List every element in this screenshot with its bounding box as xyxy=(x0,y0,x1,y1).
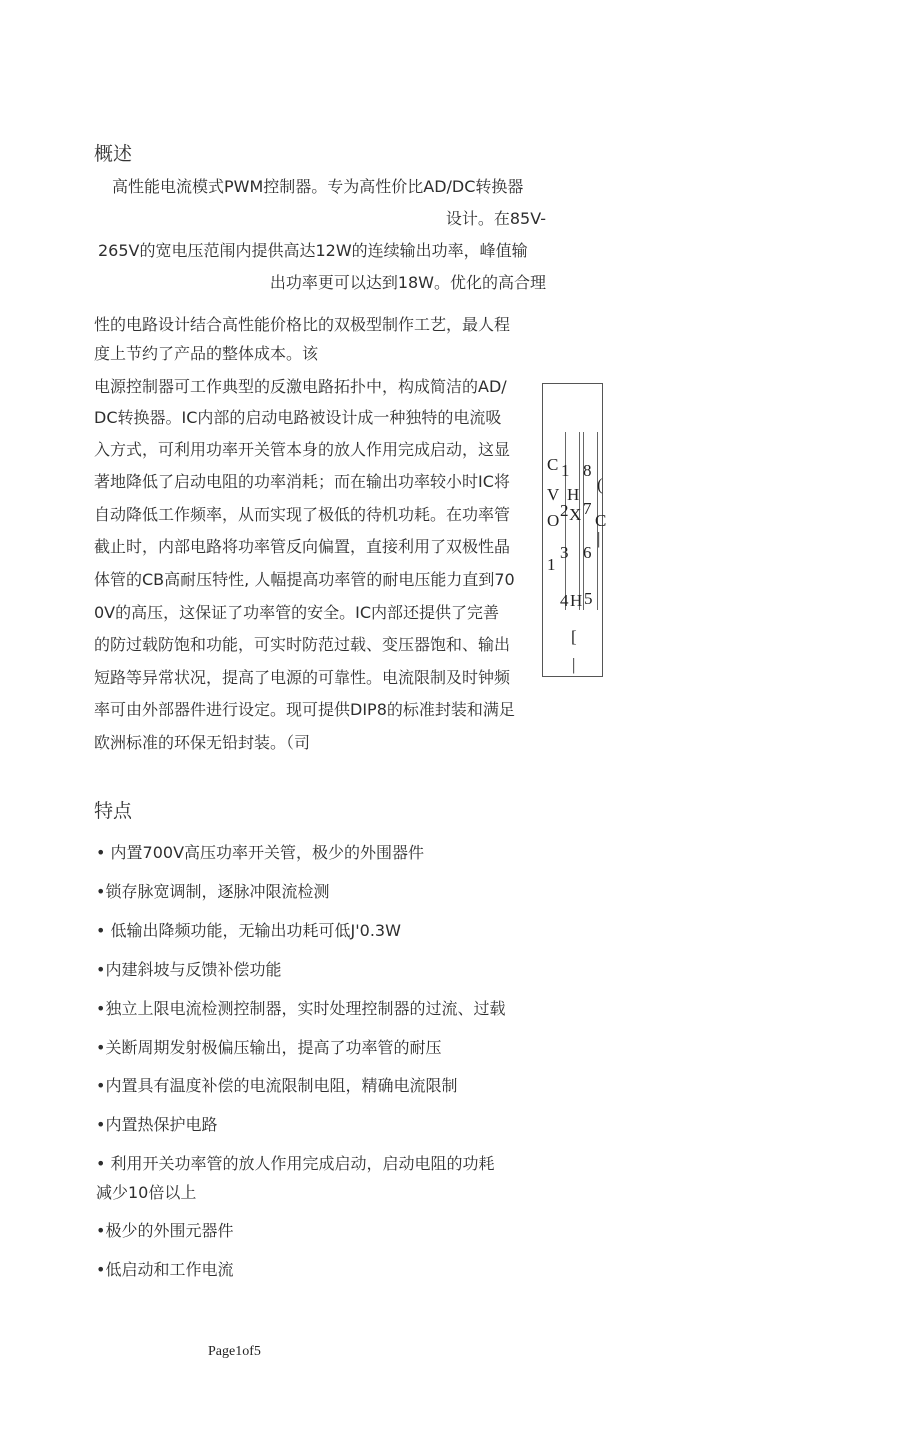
overview-line: 率可由外部器件进行设定。现可提供DIP8的标准封装和满足 xyxy=(94,700,515,719)
overview-line: 入方式，可利用功率开关管本身的放人作用完成启动，这显 xyxy=(94,440,511,459)
diagram-glyph: C xyxy=(595,511,607,530)
feature-item: •内置具有温度补偿的电流限制电阻，精确电流限制 xyxy=(96,1076,458,1095)
diagram-glyph: C xyxy=(547,455,559,474)
overview-line: 高性能电流模式PWM控制器。专为高性价比AD/DC转换器 xyxy=(112,177,524,196)
diagram-glyph: 7 xyxy=(583,499,592,518)
overview-line: 性的电路设计结合高性能价格比的双极型制作工艺，最人程 xyxy=(94,315,511,334)
diagram-line xyxy=(583,432,584,610)
feature-item: •极少的外围元器件 xyxy=(96,1221,234,1240)
diagram-glyph: H xyxy=(567,485,580,504)
overview-line: 截止时，内部电路将功率管反向偏置，直接利用了双极性晶 xyxy=(94,537,511,556)
diagram-glyph: V xyxy=(547,485,560,504)
overview-line: DC转换器。IC内部的启动电路被设计成一种独特的电流吸 xyxy=(94,408,502,427)
feature-item: •锁存脉宽调制，逐脉冲限流检测 xyxy=(96,882,330,901)
feature-item: •低启动和工作电流 xyxy=(96,1260,234,1279)
overview-line: 出功率更可以达到18W。优化的高合理 xyxy=(269,273,546,292)
diagram-line xyxy=(565,432,566,610)
overview-line: 自动降低工作频率，从而实现了极低的待机功耗。在功率管 xyxy=(94,505,511,524)
features-heading: 特点 xyxy=(94,800,133,822)
feature-item: •内建斜坡与反馈补偿功能 xyxy=(96,960,282,979)
diagram-glyph: 3 xyxy=(560,543,569,562)
diagram-glyph: 4 xyxy=(560,591,569,610)
diagram-glyph: | xyxy=(572,655,576,674)
diagram-glyph: 8 xyxy=(583,461,592,480)
diagram-glyph: 5 xyxy=(584,589,593,608)
feature-item: •内置热保护电路 xyxy=(96,1115,218,1134)
diagram-glyph: 6 xyxy=(583,543,592,562)
diagram-glyph: ( xyxy=(597,475,603,494)
diagram-glyph: 1 xyxy=(547,555,556,574)
feature-item: 减少10倍以上 xyxy=(96,1183,197,1202)
feature-item: • 低输出降频功能，无输出功耗可低J'0.3W xyxy=(96,921,401,940)
overview-line: 的防过载防饱和功能，可实时防范过载、变压器饱和、输出 xyxy=(94,635,511,654)
overview-line: 度上节约了产品的整体成本。该 xyxy=(94,344,319,363)
diagram-glyph: 2 xyxy=(560,501,569,520)
overview-line: 0V的高压，这保证了功率管的安全。IC内部还提供了完善 xyxy=(94,603,500,622)
diagram-glyph: 1 xyxy=(561,461,570,480)
diagram-glyph: | xyxy=(597,529,601,548)
overview-line: 欧洲标准的环保无铅封装。（司 xyxy=(94,733,311,752)
overview-line: 著地降低了启动电阻的功率消耗；而在输出功率较小时IC将 xyxy=(94,472,510,491)
package-diagram xyxy=(542,383,607,677)
overview-line: 设计。在85V- xyxy=(445,209,546,228)
overview-line: 短路等异常状况，提高了电源的可靠性。电流限制及时钟频 xyxy=(94,668,511,687)
overview-line: 电源控制器可工作典型的反激电路拓扑中，构成简洁的AD/ xyxy=(94,377,507,396)
diagram-glyph: [ xyxy=(571,627,577,646)
overview-heading: 概述 xyxy=(94,143,133,165)
diagram-glyph: H xyxy=(570,591,583,610)
feature-item: • 利用开关功率管的放人作用完成启动，启动电阻的功耗 xyxy=(96,1154,495,1173)
page-number: Page1of5 xyxy=(208,1344,261,1359)
diagram-glyph: X xyxy=(569,505,582,524)
diagram-glyph: O xyxy=(547,511,560,530)
overview-line: 体管的CB高耐压特性, 人幅提高功率管的耐电压能力直到70 xyxy=(94,570,515,589)
overview-line: 265V的宽电压范闱内提供高达12W的连续输出功率，峰值输 xyxy=(98,241,528,260)
feature-item: •独立上限电流检测控制器，实时处理控制器的过流、过载 xyxy=(96,999,506,1018)
feature-item: •关断周期发射极偏压输出，提高了功率管的耐压 xyxy=(96,1038,442,1057)
feature-item: • 内置700V高压功率开关管，极少的外围器件 xyxy=(96,843,425,862)
